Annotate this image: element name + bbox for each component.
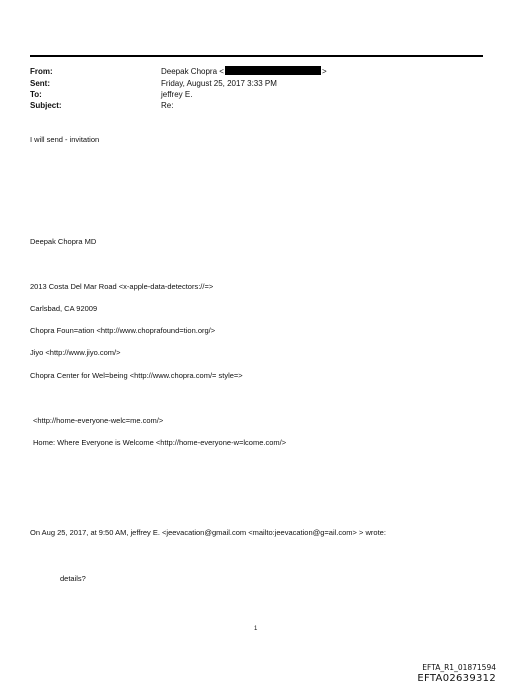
header-divider — [30, 55, 483, 57]
home-line: Home: Where Everyone is Welcome <http://home-everyone-w=lcome.com/> — [33, 438, 287, 447]
sent-label: Sent: — [30, 79, 50, 88]
from-name: Deepak Chopra < — [161, 67, 224, 76]
document-stamp-primary: EFTA_R1_01871594 — [422, 663, 496, 672]
subject-value: Re: — [161, 101, 174, 110]
document-stamp-secondary: EFTA02639312 — [417, 673, 496, 684]
subject-label: Subject: — [30, 101, 62, 110]
home-link-line: <http://home-everyone-welc=me.com/> — [33, 416, 164, 425]
quote-intro-line: On Aug 25, 2017, at 9:50 AM, jeffrey E. <jeevacation@gmail.com <mailto:jeevacation@g=ail.com> > wrote: — [30, 528, 386, 537]
opening-line: I will send - invitation — [30, 135, 100, 144]
from-suffix: > — [321, 67, 327, 76]
from-value — [161, 66, 327, 77]
address-line: 2013 Costa Del Mar Road <x-apple-data-detectors://=> — [30, 282, 214, 291]
redaction-bar — [225, 66, 321, 75]
foundation-line: Chopra Foun=ation <http://www.choprafound=tion.org/> — [30, 326, 216, 335]
page-number: 1 — [254, 626, 258, 632]
to-value: jeffrey E. — [161, 90, 193, 99]
signature-name: Deepak Chopra MD — [30, 237, 97, 246]
quoted-text: details? — [60, 574, 86, 583]
from-label: From: — [30, 67, 53, 76]
sent-value: Friday, August 25, 2017 3:33 PM — [161, 79, 277, 88]
city-line: Carlsbad, CA 92009 — [30, 304, 98, 313]
to-label: To: — [30, 90, 42, 99]
jiyo-line: Jiyo <http://www.jiyo.com/> — [30, 348, 121, 357]
center-line: Chopra Center for Wel=being <http://www.chopra.com/= style=> — [30, 371, 243, 380]
